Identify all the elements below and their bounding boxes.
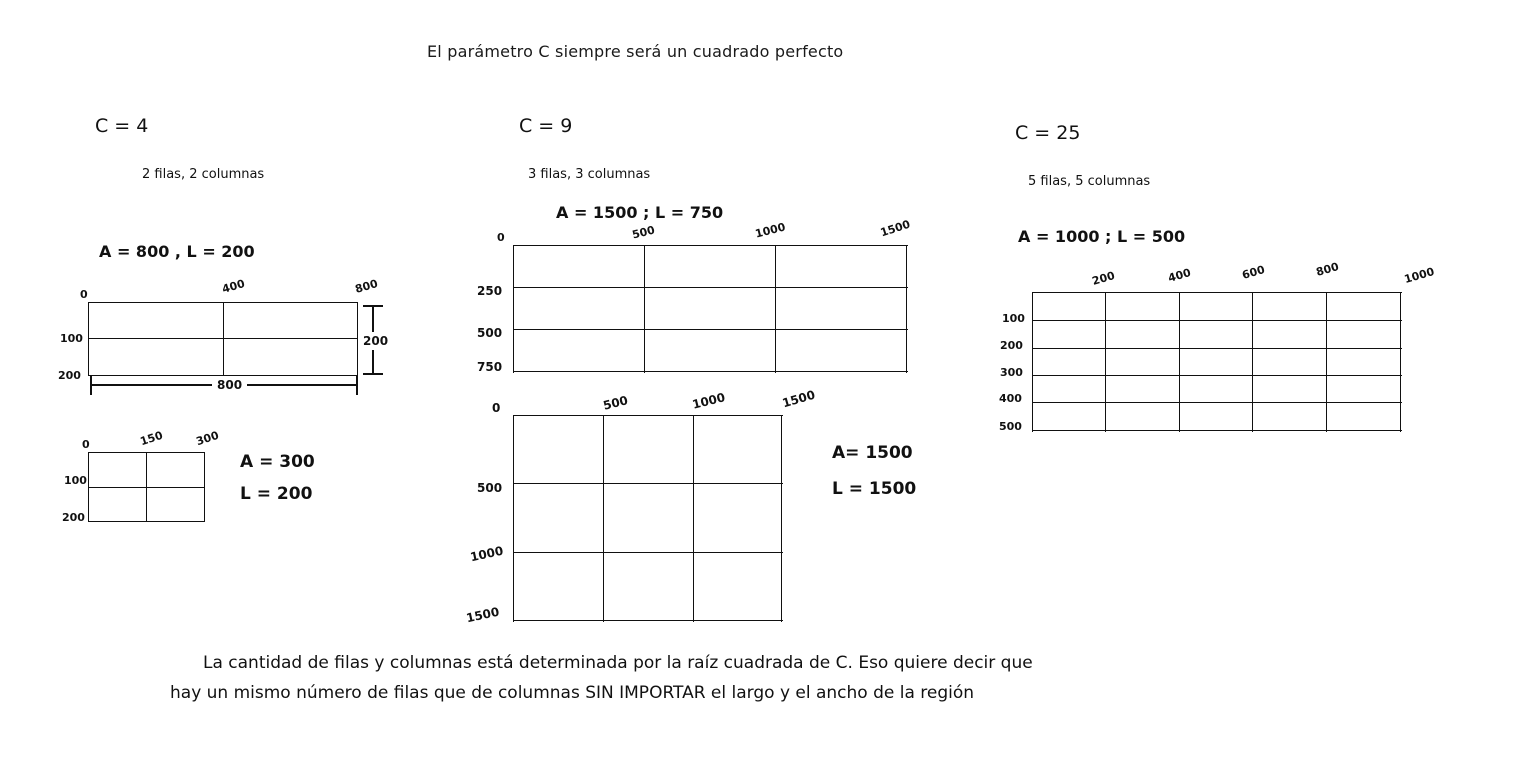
grid-line-h <box>513 552 783 553</box>
grid-line-h <box>513 620 783 621</box>
tick-left: 100 <box>64 474 87 487</box>
tick-top: 150 <box>138 428 165 449</box>
dim-height-cap-top <box>363 305 383 307</box>
tick-top: 1000 <box>753 220 787 241</box>
tick-left: 500 <box>477 326 503 340</box>
tick-left: 200 <box>62 511 85 524</box>
grid-line-v <box>1252 292 1253 432</box>
tick-left: 100 <box>60 332 83 345</box>
grid-c4-secondary <box>88 452 205 522</box>
dim-height-label: 200 <box>363 334 389 348</box>
grid-line-h <box>513 415 783 416</box>
grid-line-h <box>513 245 908 246</box>
grid-line-h <box>1032 402 1402 403</box>
grid-c4-secondary-area: A = 300 <box>240 452 315 472</box>
tick-top: 0 <box>492 401 501 415</box>
dim-width-cap-left <box>90 375 92 395</box>
tick-top: 0 <box>80 288 88 301</box>
tick-top: 500 <box>601 393 630 413</box>
grid-line-h <box>1032 375 1402 376</box>
tick-left: 300 <box>1000 366 1023 379</box>
grid-line-v <box>513 245 514 373</box>
grid-line-h <box>1032 292 1402 293</box>
grid-line-v <box>775 245 776 373</box>
tick-top: 200 <box>1090 269 1117 288</box>
grid-line-v <box>1326 292 1327 432</box>
tick-left: 200 <box>58 369 81 382</box>
grid-c9-secondary <box>513 415 783 622</box>
case-sublabel-c4: 2 filas, 2 columnas <box>142 167 265 182</box>
grid-line-v <box>223 302 224 376</box>
grid-line-v <box>644 245 645 373</box>
grid-line-v <box>513 415 514 622</box>
tick-top: 400 <box>1166 266 1193 285</box>
dim-width-cap-right <box>356 375 358 395</box>
tick-top: 1000 <box>690 390 727 412</box>
grid-line-h <box>513 287 908 288</box>
grid-line-v <box>204 452 205 522</box>
grid-c25-main <box>1032 292 1402 432</box>
tick-left: 100 <box>1002 312 1025 325</box>
case-c25-grid1-note: A = 1000 ; L = 500 <box>1018 227 1186 246</box>
grid-line-h <box>513 329 908 330</box>
grid-line-v <box>1032 292 1033 432</box>
grid-line-v <box>693 415 694 622</box>
tick-left: 500 <box>477 481 503 495</box>
grid-line-v <box>1400 292 1401 432</box>
case-c9-grid1-note: A = 1500 ; L = 750 <box>556 203 724 222</box>
tick-top: 1500 <box>878 217 912 240</box>
tick-left: 250 <box>477 284 503 298</box>
tick-left: 1000 <box>468 543 505 565</box>
case-label-c4: C = 4 <box>95 115 149 137</box>
grid-line-v <box>88 302 89 376</box>
grid-line-h <box>1032 320 1402 321</box>
grid-c9-main <box>513 245 908 373</box>
tick-top: 500 <box>630 223 657 242</box>
grid-line-v <box>357 302 358 376</box>
dim-width-label: 800 <box>212 378 247 392</box>
grid-c4-secondary-length: L = 200 <box>240 484 313 504</box>
tick-left: 500 <box>999 420 1022 433</box>
tick-top: 800 <box>1314 260 1341 279</box>
grid-c9-secondary-area: A= 1500 <box>832 443 913 463</box>
tick-top: 300 <box>194 428 221 449</box>
grid-line-v <box>88 452 89 522</box>
tick-left: 200 <box>1000 339 1023 352</box>
tick-top: 0 <box>497 231 505 244</box>
grid-line-v <box>1179 292 1180 432</box>
tick-top: 400 <box>220 277 247 296</box>
footer-line-1: La cantidad de filas y columnas está determinada por la raíz cuadrada de C. Eso quiere decir que <box>203 653 1033 673</box>
tick-top: 600 <box>1240 263 1267 282</box>
case-sublabel-c9: 3 filas, 3 columnas <box>528 167 651 182</box>
case-c4-grid1-note: A = 800 , L = 200 <box>99 242 255 261</box>
page-title: El parámetro C siempre será un cuadrado perfecto <box>427 42 844 61</box>
tick-left: 400 <box>999 392 1022 405</box>
grid-line-h <box>1032 348 1402 349</box>
grid-line-h <box>513 483 783 484</box>
tick-top: 1000 <box>1402 265 1436 286</box>
grid-line-v <box>906 245 907 373</box>
grid-c9-secondary-length: L = 1500 <box>832 479 917 499</box>
grid-c4-main <box>88 302 358 376</box>
case-label-c25: C = 25 <box>1015 122 1081 144</box>
tick-left: 1500 <box>464 604 501 626</box>
grid-line-v <box>781 415 782 622</box>
case-sublabel-c25: 5 filas, 5 columnas <box>1028 174 1151 189</box>
tick-top: 0 <box>82 438 90 451</box>
footer-line-2: hay un mismo número de filas que de columnas SIN IMPORTAR el largo y el ancho de la región <box>170 683 975 703</box>
case-label-c9: C = 9 <box>519 115 573 137</box>
dim-height-cap-bottom <box>363 373 383 375</box>
tick-top: 1500 <box>780 387 817 411</box>
grid-line-v <box>1105 292 1106 432</box>
grid-line-v <box>146 452 147 522</box>
grid-line-h <box>1032 430 1402 431</box>
tick-top: 800 <box>353 277 380 296</box>
grid-line-h <box>513 371 908 372</box>
grid-line-v <box>603 415 604 622</box>
tick-left: 750 <box>477 360 503 374</box>
